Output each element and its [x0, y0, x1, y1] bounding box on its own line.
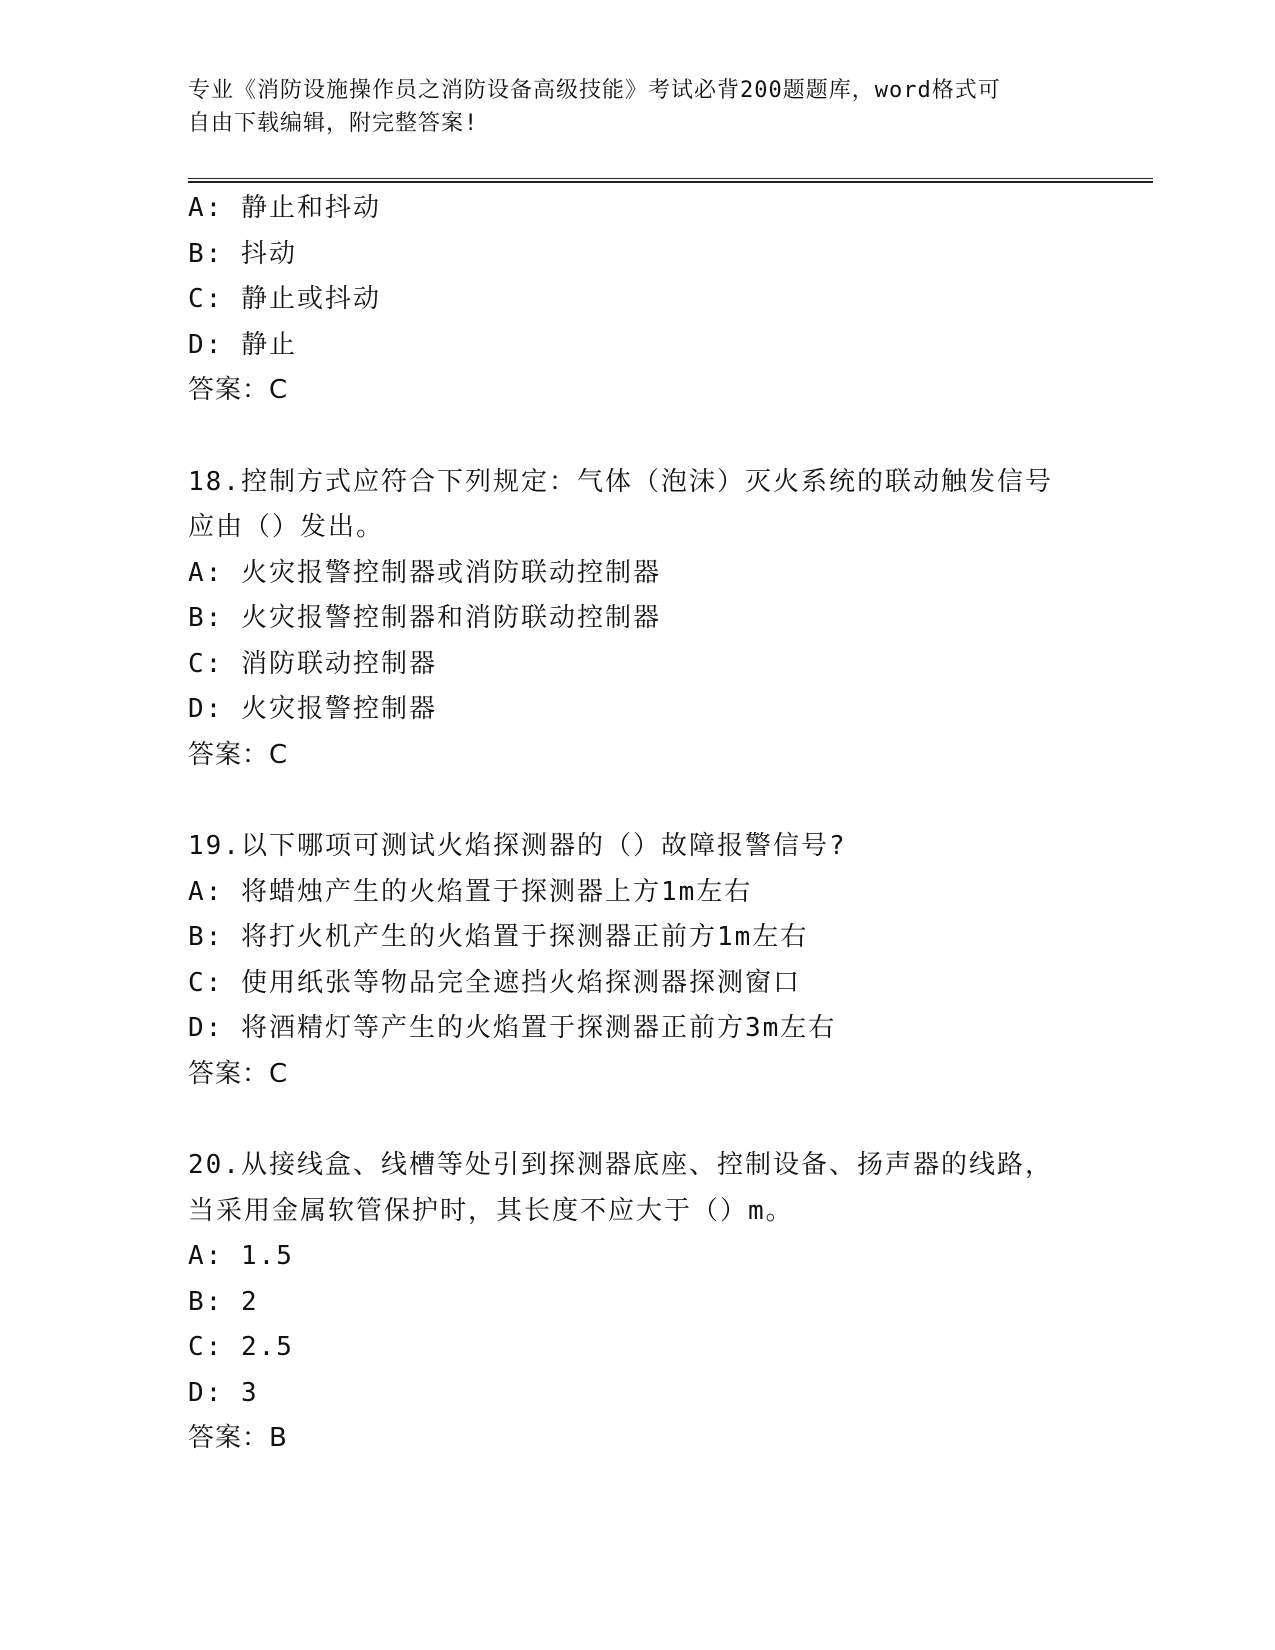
option-c: C: 2.5 [188, 1332, 294, 1362]
question-list [188, 186, 1148, 1462]
question-20 [188, 1143, 1148, 1462]
option-d: D: 静止 [188, 329, 297, 360]
answer-line: 答案：C [188, 1058, 289, 1089]
header-line-1: 专业《消防设施操作员之消防设备高级技能》考试必背200题题库，word格式可 [188, 78, 1001, 103]
option-c: C: 消防联动控制器 [188, 648, 437, 679]
option-c: C: 静止或抖动 [188, 284, 381, 314]
option-b: B: 2 [188, 1286, 259, 1317]
answer-line: 答案：C [188, 739, 289, 770]
option-d: D: 3 [188, 1377, 259, 1408]
option-b: B: 抖动 [188, 238, 297, 269]
spacer [188, 414, 1148, 460]
question-stem-cont: 应由（）发出。 [188, 512, 385, 542]
option-a: A: 静止和抖动 [188, 193, 381, 223]
header-line-2: 自由下载编辑，附完整答案! [188, 111, 479, 136]
document-header [188, 74, 1088, 140]
option-a: A: 1.5 [188, 1241, 294, 1271]
option-d: D: 将酒精灯等产生的火焰置于探测器正前方3m左右 [188, 1013, 837, 1043]
question-18 [188, 460, 1148, 779]
question-17-tail [188, 186, 1148, 414]
option-b: B: 将打火机产生的火焰置于探测器正前方1m左右 [188, 922, 809, 952]
question-19 [188, 824, 1148, 1097]
option-a: A: 火灾报警控制器或消防联动控制器 [188, 557, 661, 588]
question-stem-cont: 当采用金属软管保护时，其长度不应大于（）m。 [188, 1195, 794, 1226]
question-stem: 19.以下哪项可测试火焰探测器的（）故障报警信号? [188, 831, 847, 861]
option-a: A: 将蜡烛产生的火焰置于探测器上方1m左右 [188, 876, 753, 907]
option-b: B: 火灾报警控制器和消防联动控制器 [188, 603, 661, 633]
spacer [188, 1097, 1148, 1143]
option-d: D: 火灾报警控制器 [188, 694, 437, 724]
question-stem: 20.从接线盒、线槽等处引到探测器底座、控制设备、扬声器的线路， [188, 1150, 1053, 1180]
question-stem: 18.控制方式应符合下列规定：气体（泡沫）灭火系统的联动触发信号 [188, 466, 1053, 497]
answer-line: 答案：C [188, 375, 289, 405]
option-c: C: 使用纸张等物品完全遮挡火焰探测器探测窗口 [188, 967, 801, 998]
spacer [188, 778, 1148, 824]
answer-line: 答案：B [188, 1423, 288, 1453]
header-divider [188, 178, 1153, 183]
